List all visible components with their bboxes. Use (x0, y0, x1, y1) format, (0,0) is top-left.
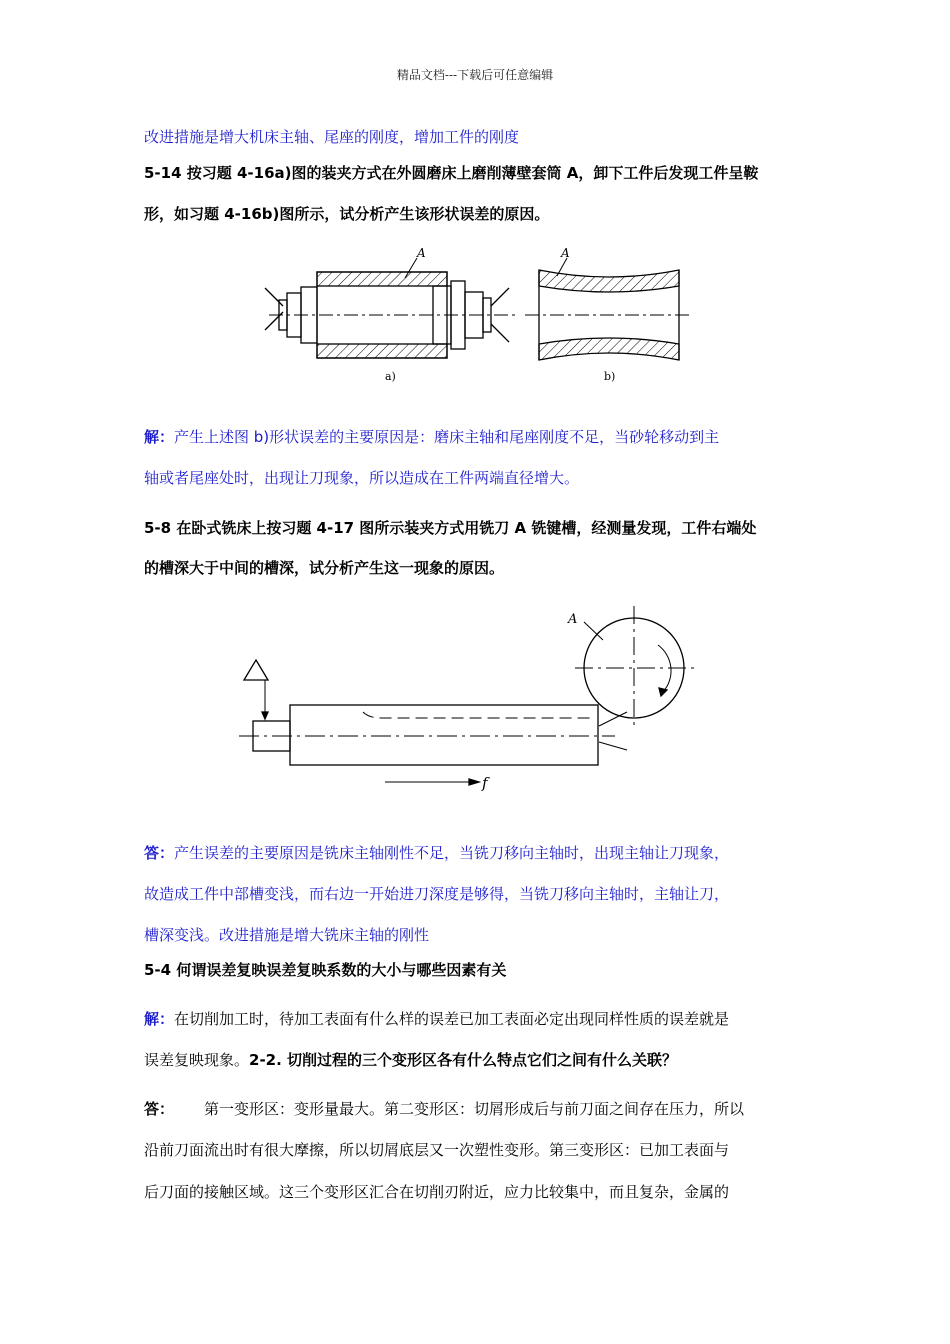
question-5-14-line1: 5-14 按习题 4-16a)图的装夹方式在外圆磨床上磨削薄壁套筒 A，卸下工件后发现工件呈鞍 (144, 164, 759, 182)
figure-b-label: A (561, 246, 570, 260)
figure-grinding-setup (255, 240, 695, 385)
answer-5-4-line2: 误差复映现象。2-2. 切削过程的三个变形区各有什么特点它们之间有什么关联？ (144, 1051, 678, 1069)
figure-feed-label: f (482, 774, 488, 792)
figure-milling-setup (235, 600, 710, 795)
figure-a-caption: a) (385, 370, 396, 383)
answer-5-14-line2: 轴或者尾座处时，出现让刀现象，所以造成在工件两端直径增大。 (144, 469, 580, 487)
answer-2-2-line2: 沿前刀面流出时有很大摩擦，所以切屑底层又一次塑性变形。第三变形区：已加工表面与 (144, 1141, 730, 1159)
answer-5-8-line3: 槽深变浅。改进措施是增大铣床主轴的刚性 (144, 926, 430, 944)
answer-5-8-line1: 答：产生误差的主要原因是铣床主轴刚性不足，当铣刀移向主轴时，出现主轴让刀现象， (144, 844, 730, 862)
figure-b (525, 258, 691, 360)
question-5-8-line2: 的槽深大于中间的槽深，试分析产生这一现象的原因。 (144, 559, 505, 577)
figure-a (265, 258, 517, 358)
question-5-8-line1: 5-8 在卧式铣床上按习题 4-17 图所示装夹方式用铣刀 A 铣键槽，经测量发现，工件右端处 (144, 519, 757, 537)
question-5-14-line2: 形，如习题 4-16b)图所示，试分析产生该形状误差的原因。 (144, 205, 550, 223)
text-line: 改进措施是增大机床主轴、尾座的刚度，增加工件的刚度 (144, 128, 520, 146)
page-header: 精品文档---下载后可任意编辑 (396, 68, 554, 82)
figure-b-caption: b) (604, 370, 616, 383)
answer-5-14-line1: 解：产生上述图 b)形状误差的主要原因是：磨床主轴和尾座刚度不足，当砂轮移动到主 (144, 428, 720, 446)
figure-a-label: A (417, 246, 426, 260)
answer-5-4-line1: 解：在切削加工时，待加工表面有什么样的误差已加工表面必定出现同样性质的误差就是 (144, 1010, 730, 1028)
question-5-4: 5-4 何谓误差复映误差复映系数的大小与哪些因素有关 (144, 961, 507, 979)
figure-cutter-label: A (568, 612, 578, 627)
answer-5-8-line2: 故造成工件中部槽变浅，而右边一开始进刀深度是够得，当铣刀移向主轴时，主轴让刀， (144, 885, 730, 903)
answer-2-2-line1: 答： 第一变形区：变形量最大。第二变形区：切屑形成后与前刀面之间存在压力，所以 (144, 1100, 745, 1118)
answer-2-2-line3: 后刀面的接触区域。这三个变形区汇合在切削刃附近，应力比较集中，而且复杂，金属的 (144, 1183, 730, 1201)
